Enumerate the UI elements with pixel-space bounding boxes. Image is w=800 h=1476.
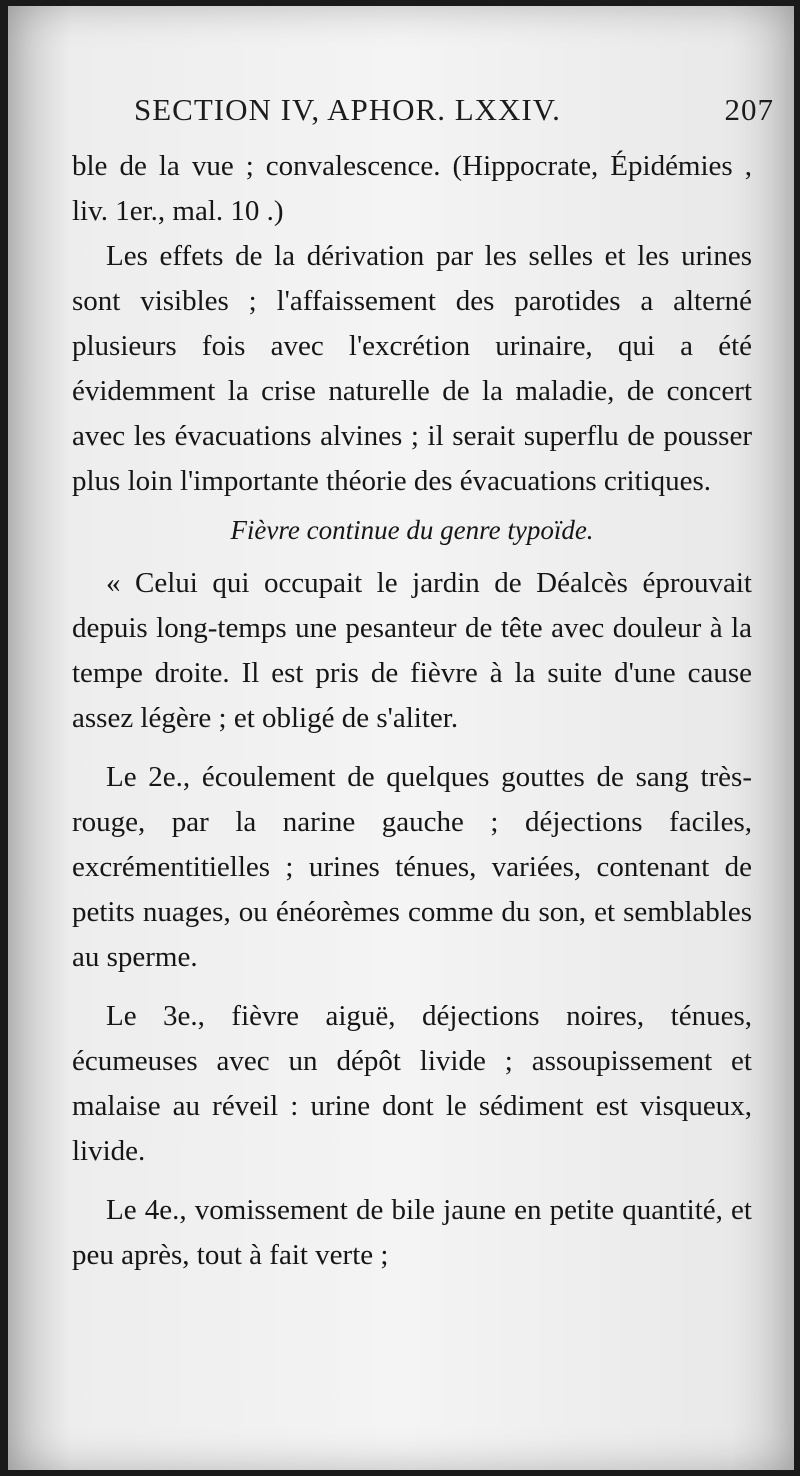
day-2-paragraph: Le 2e., écoulement de quelques gouttes de sang très-rouge, par la narine gauche ; déjections faciles, excrémentitielles ; urines ténues, variées, contenant de petits nuages, ou énéorèmes comme du son, et semblables au sperme.	[72, 761, 752, 973]
continued-paragraph: ble de la vue ; convalescence. (Hippocrate, Épidémies , liv. 1er., mal. 10 .)	[72, 150, 752, 227]
page-body	[72, 144, 752, 1278]
commentary-paragraph: Les effets de la dérivation par les selles et les urines sont visibles ; l'affaissement des parotides a alterné plusieurs fois avec l'excrétion urinaire, qui a été évidemment la crise naturelle de la maladie, de concert avec les évacuations alvines ; il serait superflu de pousser plus loin l'importante théorie des évacuations critiques.	[72, 240, 752, 497]
page-number: 207	[724, 92, 774, 127]
case-intro-paragraph: « Celui qui occupait le jardin de Déalcès éprouvait depuis long-temps une pesanteur de tête avec douleur à la tempe droite. Il est pris de fièvre à la suite d'une cause assez légère ; et obligé de s'aliter.	[72, 567, 752, 734]
day-4-paragraph: Le 4e., vomissement de bile jaune en petite quantité, et peu après, tout à fait verte ;	[72, 1194, 752, 1271]
running-title: SECTION IV, APHOR. LXXIV.	[134, 92, 561, 127]
running-header	[134, 92, 774, 128]
day-3-paragraph: Le 3e., fièvre aiguë, déjections noires, ténues, écumeuses avec un dépôt livide ; assoupissement et malaise au réveil : urine dont le sédiment est visqueux, livide.	[72, 1000, 752, 1167]
book-page	[8, 6, 794, 1470]
section-subtitle: Fièvre continue du genre typoïde.	[230, 515, 594, 545]
